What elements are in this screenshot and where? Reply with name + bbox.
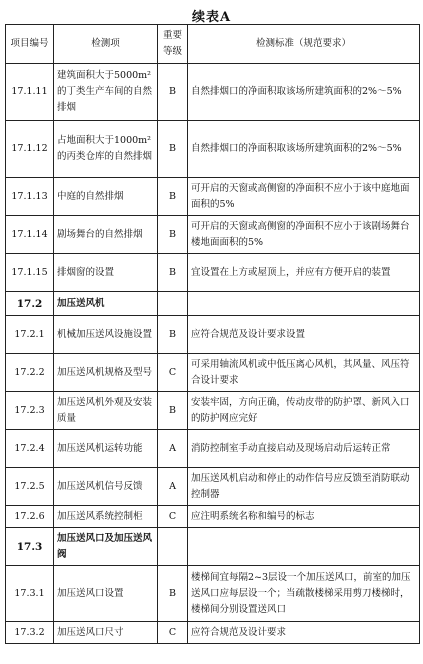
cell-check-item: 加压送风机外观及安装质量: [54, 392, 158, 430]
header-row: [6, 25, 420, 64]
table-row: [6, 216, 420, 254]
cell-standard: 楼梯间宜每隔2~3层设一个加压送风口，前室的加压送风口应每层设一个；当疏散楼梯采用剪刀楼梯时，楼梯间分别设置送风口: [188, 566, 420, 622]
header-grade: 重要等级: [158, 25, 188, 64]
table-row: [6, 430, 420, 468]
cell-item-no: 17.3.1: [6, 566, 54, 622]
cell-standard: [188, 528, 420, 566]
cell-standard: 自然排烟口的净面积取该场所建筑面积的2%～5%: [188, 121, 420, 178]
cell-grade: [158, 528, 188, 566]
cell-item-no: 17.1.15: [6, 254, 54, 292]
cell-standard: 自然排烟口的净面积取该场所建筑面积的2%～5%: [188, 64, 420, 121]
cell-grade: B: [158, 178, 188, 216]
cell-grade: B: [158, 254, 188, 292]
cell-grade: A: [158, 468, 188, 506]
cell-item-no: 17.1.14: [6, 216, 54, 254]
cell-item-no: 17.2: [6, 292, 54, 316]
cell-item-no: 17.1.11: [6, 64, 54, 121]
cell-item-no: 17.2.3: [6, 392, 54, 430]
cell-check-item: 加压送风机运转功能: [54, 430, 158, 468]
cell-item-no: 17.1.12: [6, 121, 54, 178]
cell-check-item: 加压送风机信号反馈: [54, 468, 158, 506]
cell-check-item: 机械加压送风设施设置: [54, 316, 158, 354]
cell-standard: 宜设置在上方或屋顶上，并应有方便开启的装置: [188, 254, 420, 292]
section-row: [6, 528, 420, 566]
cell-item-no: 17.2.6: [6, 506, 54, 528]
table-row: [6, 254, 420, 292]
cell-check-item: 加压送风机规格及型号: [54, 354, 158, 392]
cell-grade: C: [158, 354, 188, 392]
table-row: [6, 392, 420, 430]
cell-grade: B: [158, 392, 188, 430]
cell-check-item: 加压送风系统控制柜: [54, 506, 158, 528]
cell-check-item: 建筑面积大于5000m²的丁类生产车间的自然排烟: [54, 64, 158, 121]
cell-standard: 可开启的天窗或高侧窗的净面积不应小于该中庭地面面积的5%: [188, 178, 420, 216]
table-body: [6, 64, 420, 644]
cell-grade: A: [158, 430, 188, 468]
table-row: [6, 506, 420, 528]
header-check-item: 检测项: [54, 25, 158, 64]
cell-grade: C: [158, 506, 188, 528]
table-row: [6, 178, 420, 216]
cell-check-item: 排烟窗的设置: [54, 254, 158, 292]
cell-item-no: 17.3.2: [6, 622, 54, 644]
cell-standard: 应符合规范及设计要求设置: [188, 316, 420, 354]
cell-check-item: 加压送风口设置: [54, 566, 158, 622]
table-row: [6, 316, 420, 354]
cell-item-no: 17.2.4: [6, 430, 54, 468]
cell-standard: 安装牢固，方向正确，传动皮带的防护罩、新风入口的防护网应完好: [188, 392, 420, 430]
header-item-no: 项目编号: [6, 25, 54, 64]
cell-standard: [188, 292, 420, 316]
table-row: [6, 468, 420, 506]
inspection-table: [5, 24, 420, 644]
table-caption: 续表A: [191, 10, 232, 25]
table-row: [6, 354, 420, 392]
cell-check-item: 加压送风口尺寸: [54, 622, 158, 644]
cell-check-item: 中庭的自然排烟: [54, 178, 158, 216]
cell-item-no: 17.2.1: [6, 316, 54, 354]
section-row: [6, 292, 420, 316]
table-row: [6, 566, 420, 622]
cell-standard: 消防控制室手动直接启动及现场启动后运转正常: [188, 430, 420, 468]
cell-check-item: 占地面积大于1000m²的丙类仓库的自然排烟: [54, 121, 158, 178]
cell-standard: 应符合规范及设计要求: [188, 622, 420, 644]
cell-check-item: 剧场舞台的自然排烟: [54, 216, 158, 254]
cell-grade: B: [158, 566, 188, 622]
cell-check-item: 加压送风机: [54, 292, 158, 316]
cell-grade: B: [158, 216, 188, 254]
cell-grade: B: [158, 316, 188, 354]
cell-grade: B: [158, 64, 188, 121]
table-row: [6, 121, 420, 178]
cell-standard: 应注明系统名称和编号的标志: [188, 506, 420, 528]
table-row: [6, 622, 420, 644]
cell-check-item: 加压送风口及加压送风阀: [54, 528, 158, 566]
header-standard: 检测标准（规范要求）: [188, 25, 420, 64]
cell-item-no: 17.2.2: [6, 354, 54, 392]
cell-grade: [158, 292, 188, 316]
cell-standard: 加压送风机启动和停止的动作信号应反馈至消防联动控制器: [188, 468, 420, 506]
cell-grade: B: [158, 121, 188, 178]
cell-item-no: 17.3: [6, 528, 54, 566]
cell-item-no: 17.2.5: [6, 468, 54, 506]
cell-standard: 可采用轴流风机或中低压离心风机，其风量、风压符合设计要求: [188, 354, 420, 392]
cell-grade: C: [158, 622, 188, 644]
table-row: [6, 64, 420, 121]
cell-standard: 可开启的天窗或高侧窗的净面积不应小于该剧场舞台楼地面面积的5%: [188, 216, 420, 254]
cell-item-no: 17.1.13: [6, 178, 54, 216]
